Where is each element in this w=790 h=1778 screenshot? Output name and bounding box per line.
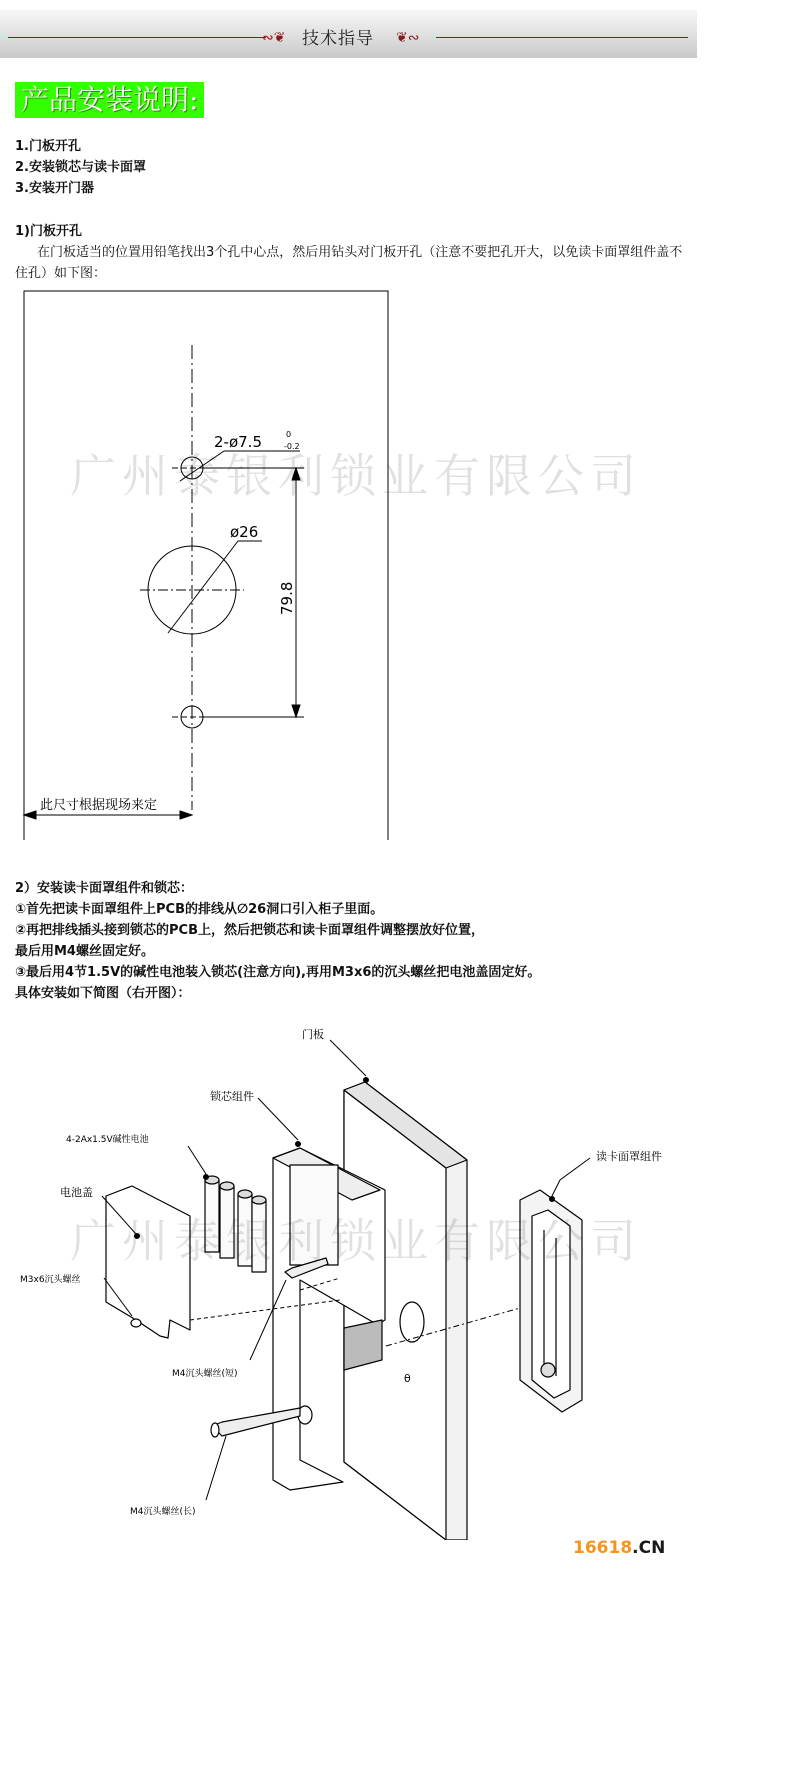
step-3: 3.安装开门器 <box>15 181 94 196</box>
assembly-diagram <box>0 1020 697 1540</box>
part2-heading: 2）安装读卡面罩组件和锁芯： <box>15 881 194 896</box>
step-2: 2.安装锁芯与读卡面罩 <box>15 160 146 175</box>
part1-heading: 1)门板开孔 <box>15 224 82 239</box>
header-title: 技术指导 <box>302 29 374 49</box>
label-reader: 读卡面罩组件 <box>596 1150 662 1163</box>
part1-body: 在门板适当的位置用铅笔找出3个孔中心点，然后用钻头对门板开孔（注意不要把孔开大，以免读卡面罩组件盖不住孔）如下图： <box>15 245 683 281</box>
door-panel-outline <box>24 291 388 840</box>
ornament-left-icon: ∾❦ <box>262 30 286 46</box>
label-battery: 4-2Ax1.5V碱性电池 <box>66 1135 149 1145</box>
header-banner <box>0 10 697 58</box>
part2-line4: ③最后用4节1.5V的碱性电池装入锁芯(注意方向),再用M3x6的沉头螺丝把电池盖固定好。 <box>15 965 541 980</box>
label-cover: 电池盖 <box>60 1186 93 1199</box>
label-door: 门板 <box>302 1028 324 1041</box>
svg-text:θ: θ <box>404 1372 411 1385</box>
label-lock: 锁芯组件 <box>210 1090 254 1103</box>
door-panel <box>344 1090 446 1540</box>
tol-upper: 0 <box>286 430 292 439</box>
watermark-bottom: 广州泰银利锁业有限公司 <box>70 1214 642 1268</box>
door-hole <box>400 1302 424 1342</box>
watermark-top: 广州泰银利锁业有限公司 <box>70 449 642 503</box>
ornament-right-icon: ❦∾ <box>396 30 420 46</box>
header-rule-right <box>436 37 688 38</box>
leader-battery <box>188 1146 206 1174</box>
leader-m4long <box>206 1436 226 1500</box>
section-title: 产品安装说明: <box>15 82 204 118</box>
part2-line2: ②再把排线插头接到锁芯的PCB上，然后把锁芯和读卡面罩组件调整摆放好位置， <box>15 923 484 938</box>
step-1: 1.门板开孔 <box>15 139 81 154</box>
big-hole-leader <box>168 541 238 633</box>
part2-line1: ①首先把读卡面罩组件上PCB的排线从∅26洞口引入柜子里面。 <box>15 902 384 917</box>
dim-holes-label: 2-ø7.5 <box>214 433 262 451</box>
part2-line3: 最后用M4螺丝固定好。 <box>15 944 154 959</box>
label-m3: M3x6沉头螺丝 <box>20 1275 81 1285</box>
label-m4short: M4沉头螺丝(短) <box>172 1369 238 1379</box>
label-m4long: M4沉头螺丝(长) <box>130 1507 196 1517</box>
drilling-diagram <box>0 285 420 845</box>
brand-logo <box>573 1538 665 1558</box>
brand-number: 16618 <box>573 1538 633 1558</box>
dim-spacing-label: 79.8 <box>278 581 296 615</box>
tol-lower: -0.2 <box>284 442 300 451</box>
header-rule-left <box>8 37 266 38</box>
dim-note-label: 此尺寸根据现场来定 <box>40 798 158 813</box>
leader-lock <box>258 1098 298 1140</box>
leader-door <box>330 1040 366 1076</box>
part2-line5: 具体安装如下简图（右开图）： <box>15 986 191 1001</box>
dim-big-label: ø26 <box>230 523 259 541</box>
brand-domain: .CN <box>632 1538 666 1558</box>
leader-reader <box>552 1158 590 1196</box>
screw-m3 <box>131 1319 141 1327</box>
